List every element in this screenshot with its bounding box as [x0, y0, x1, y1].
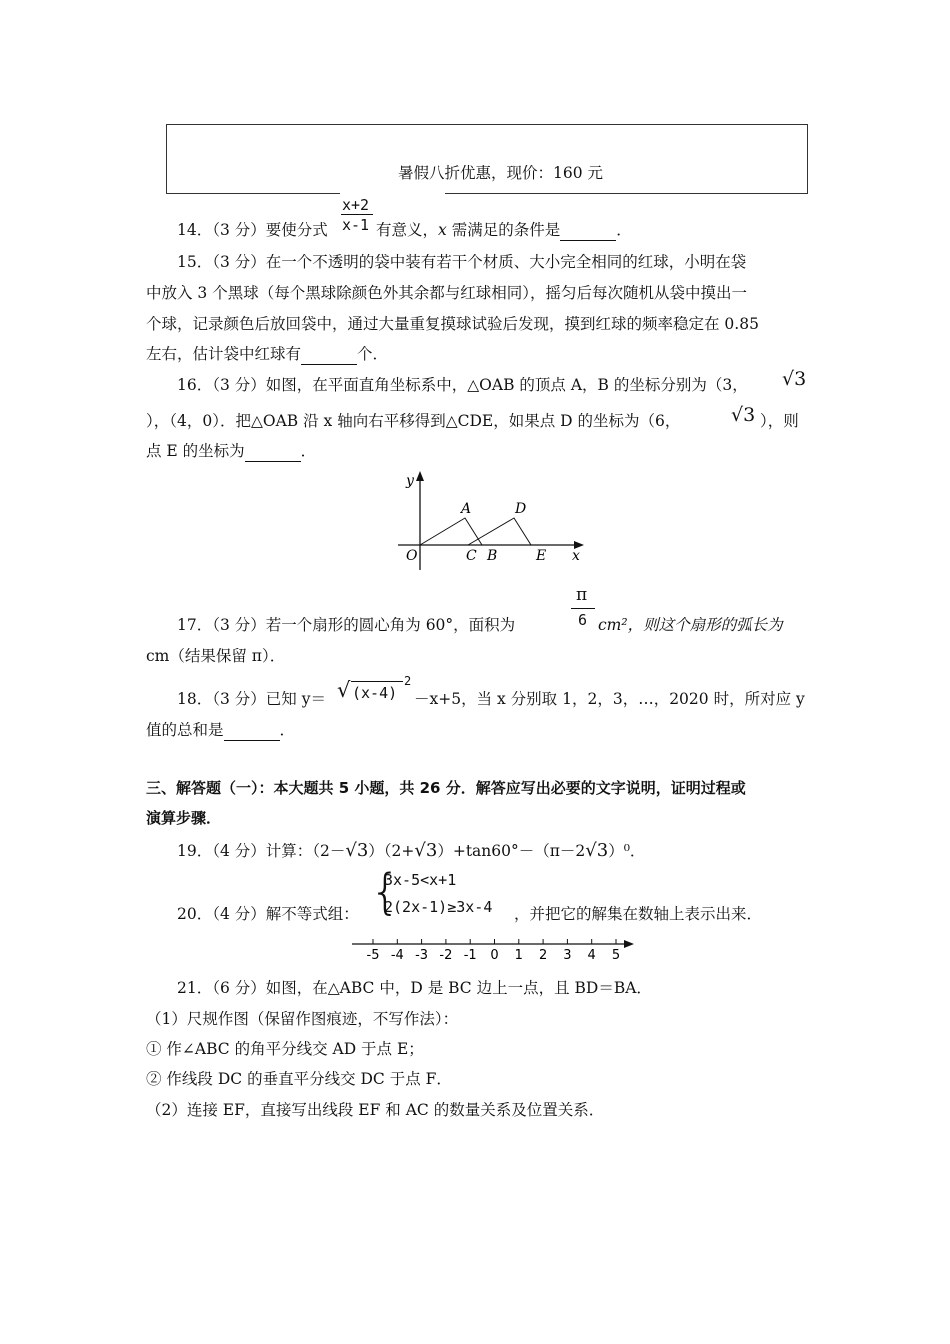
- q17-six: 6: [578, 611, 588, 629]
- section3-heading-line1: 三、解答题（一）：本大题共 5 小题，共 26 分．解答应写出必要的文字说明，证明过程或: [146, 779, 746, 797]
- triangle-oab: [420, 518, 482, 545]
- q18-line2a: 值的总和是: [146, 721, 224, 739]
- number-line: [350, 934, 640, 964]
- q16-line2a: ），（4，0）．把△OAB 沿 x 轴向右平移得到△CDE，如果点 D 的坐标为（6，: [146, 412, 681, 430]
- number-line-tick-label: 3: [563, 948, 572, 963]
- q18-blank: [224, 720, 280, 741]
- q16-line2b: ），则: [760, 412, 799, 430]
- q21-line2: （1）尺规作图（保留作图痕迹，不写作法）：: [146, 1010, 459, 1028]
- promo-box-gap: [340, 191, 445, 195]
- label-d: D: [515, 501, 527, 517]
- q19-a: 19．（4 分）计算：（2－: [177, 842, 346, 860]
- q16-line3a: 点 E 的坐标为: [146, 442, 245, 460]
- q15-line3: 个球，记录颜色后放回袋中，通过大量重复摸球试验后发现，摸到红球的频率稳定在 0.85: [146, 315, 759, 333]
- q16-sqrt2: √3: [731, 404, 756, 426]
- label-c: C: [466, 548, 477, 564]
- q15-line4b: 个．: [357, 345, 389, 363]
- number-line-tick-label: -4: [390, 948, 404, 963]
- q17-line2: cm（结果保留 π）．: [146, 647, 286, 665]
- number-line-tick-label: 4: [587, 948, 596, 963]
- q14-blank: [560, 220, 616, 241]
- q18-line2: [146, 720, 295, 741]
- q14-text: [376, 220, 632, 241]
- q21-line1: 21．（6 分）如图，在△ABC 中，D 是 BC 边上一点，且 BD＝BA．: [177, 979, 652, 997]
- q19-line: [177, 841, 645, 861]
- number-line-tick-label: 2: [538, 948, 548, 963]
- number-line-tick-label: 1: [514, 948, 523, 963]
- q21-line5: （2）连接 EF，直接写出线段 EF 和 AC 的数量关系及位置关系．: [146, 1101, 605, 1119]
- q14-fraction-denominator: x-1: [342, 216, 370, 234]
- triangle-cde: [468, 518, 531, 545]
- label-y: y: [406, 473, 414, 489]
- q19-d: ）⁰．: [608, 842, 646, 860]
- section3-heading-line2: 演算步骤．: [146, 809, 222, 827]
- q16-line1: 16．（3 分）如图，在平面直角坐标系中，△OAB 的顶点 A，B 的坐标分别为（3，: [177, 376, 748, 394]
- number-line-tick-label: -2: [439, 948, 453, 963]
- number-line-tick-label: -5: [366, 948, 380, 963]
- q17-fraction-bar: [571, 608, 595, 609]
- q18-line1b: －x+5，当 x 分别取 1，2，3，…，2020 时，所对应 y: [414, 690, 805, 708]
- q15-line4a: 左右，估计袋中红球有: [146, 345, 302, 363]
- q21-line3: ① 作∠ABC 的角平分线交 AD 于点 E；: [146, 1040, 424, 1058]
- q14-rest2: 需满足的条件是: [446, 221, 561, 239]
- number-line-tick-label: -3: [415, 948, 429, 963]
- label-b: B: [487, 548, 498, 564]
- q14-rest: 有意义，: [376, 221, 439, 239]
- q14-number: 14．（3 分）要使分式: [177, 221, 328, 239]
- label-o: O: [406, 548, 418, 564]
- label-e: E: [536, 548, 547, 564]
- q16-line3: [146, 441, 316, 462]
- coordinate-graph: [390, 466, 590, 578]
- q15-blank: [301, 344, 357, 365]
- q18-radicand: (x-4): [352, 684, 398, 702]
- q19-b: ）（2+: [368, 842, 415, 860]
- q16-sqrt1: √3: [782, 368, 807, 390]
- q14-var: x: [438, 221, 447, 239]
- label-a: A: [461, 501, 472, 517]
- q20-brace: {: [370, 864, 401, 920]
- number-line-tick-label: -1: [463, 948, 477, 963]
- q14-fraction-bar: [341, 214, 373, 215]
- q17-pi: π: [576, 585, 588, 605]
- q18-sqrt-bar: [351, 681, 403, 682]
- q21-line4: ② 作线段 DC 的垂直平分线交 DC 于点 F．: [146, 1070, 452, 1088]
- q14-end: ．: [616, 221, 632, 239]
- q17-line1b: cm²，则这个扇形的弧长为: [598, 616, 783, 634]
- number-line-tick-label: 0: [490, 948, 499, 963]
- q20-inequality1: 3x-5<x+1: [384, 871, 457, 889]
- q16-blank: [245, 441, 301, 462]
- number-line-arrow: [624, 940, 634, 948]
- q17-line1a: 17．（3 分）若一个扇形的圆心角为 60°，面积为: [177, 616, 516, 634]
- q20-inequality2: 2(2x-1)≥3x-4: [384, 898, 493, 916]
- q15-line2: 中放入 3 个黑球（每个黑球除颜色外其余都与红球相同），摇匀后每次随机从袋中摸出一: [146, 284, 747, 302]
- q19-c: ）+tan60°－（π－2: [437, 842, 586, 860]
- q20-a: 20．（4 分）解不等式组：: [177, 905, 359, 923]
- q18-sqrt-sign: √: [337, 678, 351, 702]
- q15-line4: [146, 344, 388, 365]
- q18-exponent: 2: [404, 674, 412, 688]
- promo-text: 暑假八折优惠，现价：160 元: [398, 164, 604, 182]
- q16-line3b: ．: [300, 442, 317, 460]
- label-x: x: [572, 548, 580, 564]
- y-axis-arrow: [416, 471, 424, 481]
- promo-box: [166, 124, 808, 194]
- q18-line2b: ．: [279, 721, 296, 739]
- q19-sqrt2: √3: [414, 840, 438, 861]
- q19-sqrt3: √3: [585, 840, 609, 861]
- q14-fraction-numerator: x+2: [342, 196, 370, 214]
- q18-line1a: 18．（3 分）已知 y＝: [177, 690, 326, 708]
- q20-b: ，并把它的解集在数轴上表示出来．: [514, 905, 763, 923]
- q19-sqrt1: √3: [345, 840, 369, 861]
- q15-line1: 15．（3 分）在一个不透明的袋中装有若干个材质、大小完全相同的红球，小明在袋: [177, 253, 747, 271]
- number-line-tick-label: 5: [611, 948, 621, 963]
